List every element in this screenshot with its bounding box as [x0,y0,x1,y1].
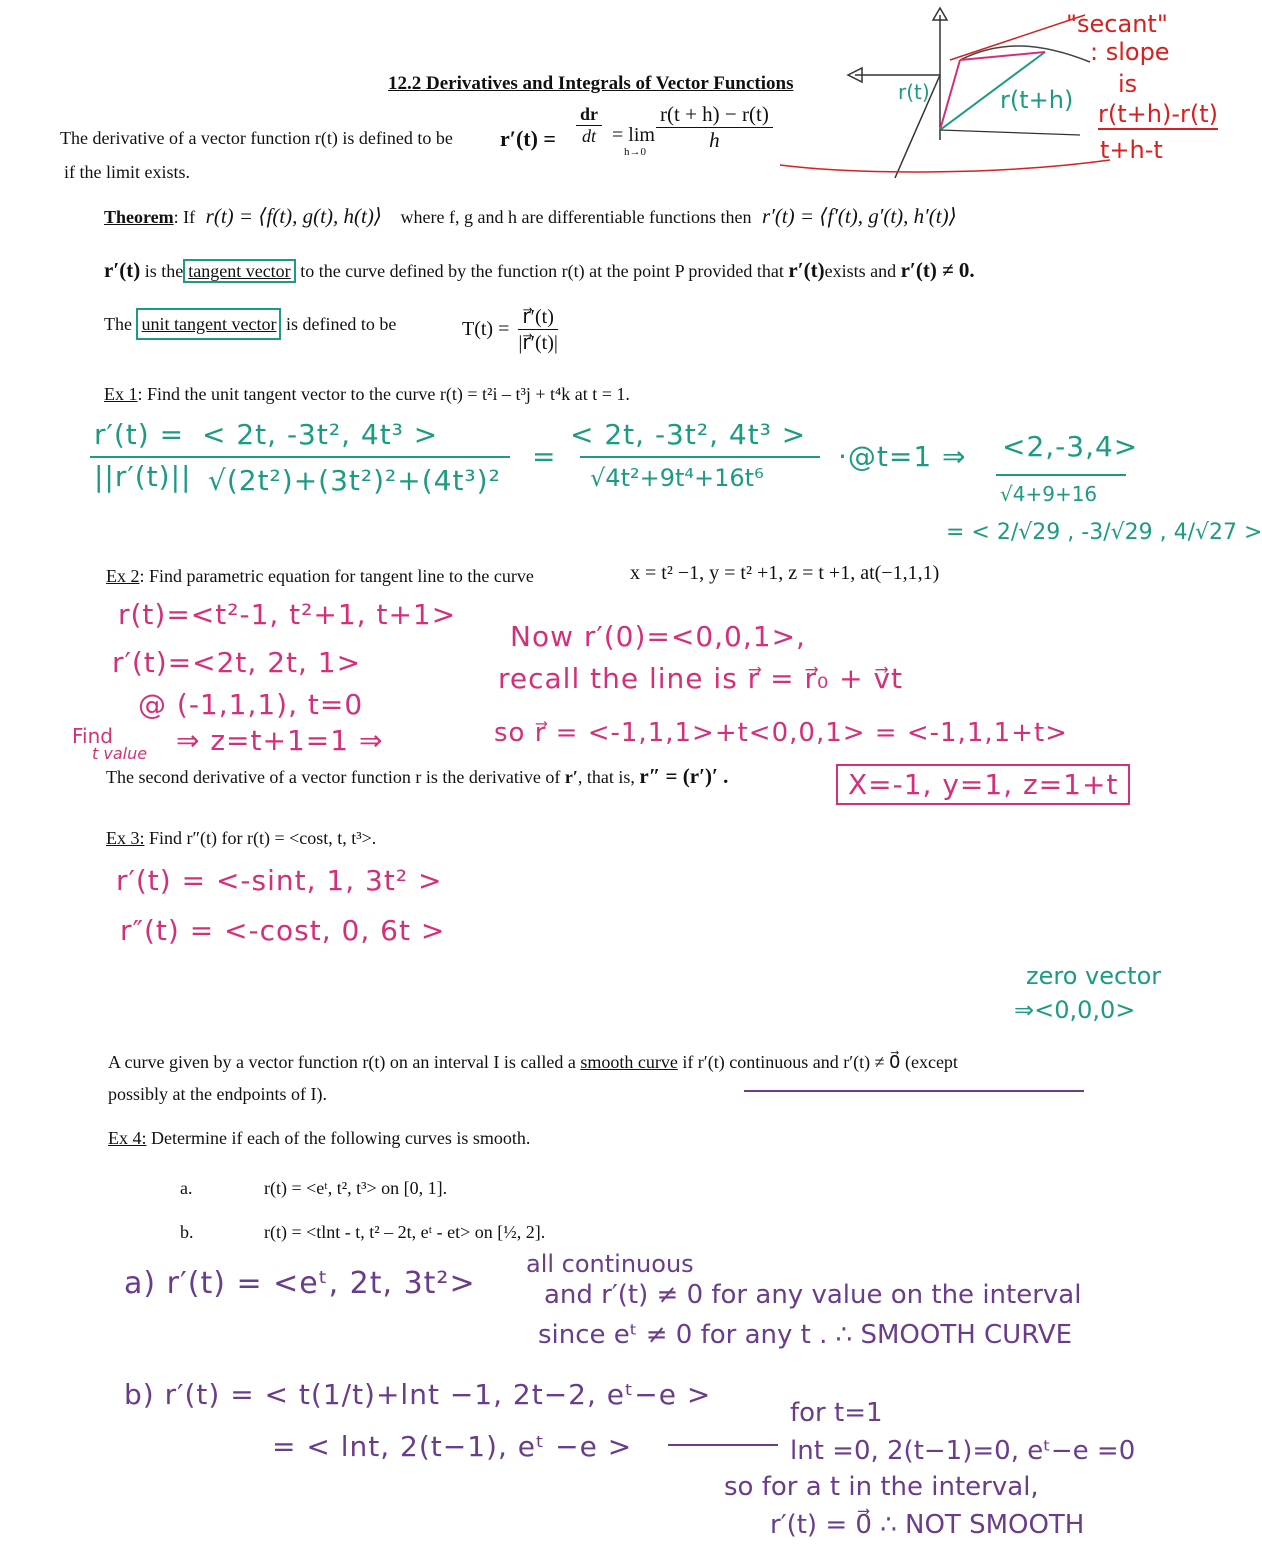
ex2-hw-r: r(t)=<t²-1, t²+1, t+1> [118,598,457,631]
smooth-curve-term: smooth curve [580,1052,678,1072]
ex1-label: Ex 1 [104,384,138,404]
ex3-hw-r-prime: r′(t) = <-sint, 1, 3t² > [116,864,443,897]
limit-numerator: r(t + h) − r(t) [656,102,773,128]
ex2-curve: x = t² −1, y = t² +1, z = t +1, at(−1,1,1) [630,562,940,584]
ex2-hw-recall: recall the line is r⃗ = r⃗₀ + v⃗t [498,662,904,695]
unit-tangent-definition [104,314,396,335]
ex4-text: Determine if each of the following curves is smooth. [151,1128,531,1148]
unit-tangent-lhs: T(t) = [462,318,510,340]
ex2-hw-answer: X=-1, y=1, z=1+t [836,764,1130,805]
diagram-secant-label: "secant" [1066,10,1168,38]
tangent-is-the: is the [144,261,184,281]
ex1-text: : Find the unit tangent vector to the curve r(t) = t²i – t³j + t⁴k at t = 1. [137,384,630,404]
theorem-label: Theorem [104,207,174,227]
zero-vector-value: ⇒<0,0,0> [1014,996,1136,1024]
ex1-hw-num2: < 2t, -3t², 4t³ > [570,418,807,451]
diagram-ratio-den: t+h-t [1100,136,1163,164]
ex2-hw-find: Find [72,724,113,748]
ex4-hw-a1: a) r′(t) = <eᵗ, 2t, 3t²> [124,1266,476,1301]
unit-tangent-den: |r⃗′(t)| [518,332,558,354]
ex2-prompt [106,566,534,587]
theorem [104,204,957,229]
ex3-label: Ex 3: [106,828,145,848]
ex4-hw-b5: so for a t in the interval, [724,1472,1039,1502]
red-guide-line [780,160,1110,172]
ex4-b-text: r(t) = <tlnt - t, t² – 2t, eᵗ - et> on [½, 2]. [264,1222,546,1242]
ex3-prompt [106,828,376,849]
second-derivative-formula: r″ = (r′)′ . [639,764,729,788]
second-derivative-mid: , that is, [577,767,635,787]
derivative-definition-suffix: if the limit exists. [64,162,190,182]
ex1-hw-den2: √4t²+9t⁴+16t⁶ [590,464,764,492]
diagram-r-t-label: r(t) [898,80,930,104]
ex4-hw-b4: lnt =0, 2(t−1)=0, eᵗ−e =0 [790,1436,1136,1466]
ex1-fraction-bar-2 [580,456,820,458]
tangent-rest: to the curve defined by the function r(t) at the point P provided that [300,261,784,281]
tangent-cond2: r′(t) ≠ 0. [900,258,975,282]
unit-tangent-num: r⃗′(t) [518,304,557,330]
ex4-hw-b3: for t=1 [790,1398,883,1428]
limit-denominator: h [709,128,720,152]
zero-vector-note: zero vector [1026,962,1162,990]
theorem-colon: : If [173,207,196,227]
ex4-prompt [108,1128,530,1149]
ex4-b-label: b. [180,1222,194,1242]
unit-tangent-the: The [104,314,132,334]
page-title: 12.2 Derivatives and Integrals of Vector Functions [388,73,794,94]
ex1-hw-at: ·@t=1 ⇒ [838,440,967,473]
derivative-definition-prefix: The derivative of a vector function r(t) is defined to be [60,128,453,148]
axis-right [940,130,1080,135]
ex2-text: : Find parametric equation for tangent line to the curve [139,566,534,586]
ex4-hw-b1: b) r′(t) = < t(1/t)+lnt −1, 2t−2, eᵗ−e > [124,1378,712,1411]
diagram-r-th-label: r(t+h) [1000,86,1074,114]
ex4-hw-a4: since eᵗ ≠ 0 for any t . ∴ SMOOTH CURVE [538,1320,1073,1350]
second-derivative-r-prime: r′ [564,767,578,787]
ex4-hw-a2: all continuous [526,1250,694,1278]
ex1-hw-eq: = [532,440,557,473]
tangent-exists: exists and [824,261,897,281]
ex1-hw-num3: <2,-3,4> [1002,430,1139,463]
ex1-hw-result: = < 2/√29 , -3/√29 , 4/√27 > [946,520,1262,545]
ex1-hw-lhs: r′(t) = [94,418,185,451]
derivative-definition-lim-sub: h→0 [624,146,646,158]
ex2-hw-so: so r⃗ = <-1,1,1>+t<0,0,1> = <-1,1,1+t> [494,718,1068,748]
ex4-a-text: r(t) = <eᵗ, t², t³> on [0, 1]. [264,1178,448,1198]
smooth-text3: possibly at the endpoints of I). [108,1084,327,1104]
derivative-definition-lim: = lim [612,124,655,146]
ex2-hw-point: @ (-1,1,1), t=0 [138,688,364,721]
dt-label: dt [581,126,596,146]
ex1-hw-num1: < 2t, -3t², 4t³ > [202,418,439,451]
ex1-hw-den3: √4+9+16 [1000,482,1098,506]
theorem-rhs: r′(t) = ⟨f′(t), g′(t), h′(t)⟩ [762,204,957,228]
ex4-hw-a3: and r′(t) ≠ 0 for any value on the interval [544,1280,1082,1310]
ex1-prompt [104,384,630,405]
unit-tangent-formula [462,304,562,355]
tangent-vector-term: tangent vector [183,259,295,283]
dr-label: dr [576,104,602,126]
ex1-fraction-bar-1 [90,456,510,458]
ex3-text: Find r″(t) for r(t) = <cost, t, t³>. [149,828,377,848]
smooth-definition [108,1052,958,1073]
ex2-label: Ex 2 [106,566,140,586]
smooth-text2: if r′(t) continuous and r′(t) ≠ 0⃗ (except [682,1052,958,1072]
ex2-hw-z: ⇒ z=t+1=1 ⇒ [176,724,384,757]
derivative-definition-lhs: r′(t) = [500,126,556,151]
theorem-lhs: r(t) = ⟨f(t), g(t), h(t)⟩ [205,204,383,228]
ex2-hw-r-prime: r′(t)=<2t, 2t, 1> [112,646,362,679]
ex2-hw-now: Now r′(0)=<0,0,1>, [510,620,806,653]
ex1-hw-den-lhs: ||r′(t)|| [94,460,192,493]
ex4-hw-b2: = < lnt, 2(t−1), eᵗ −e > [272,1430,633,1463]
ex4-a-label: a. [180,1178,193,1198]
ex4-arrow-line [668,1444,778,1446]
diagram-slope-label: : slope [1090,38,1170,66]
ex1-fraction-bar-3 [996,474,1126,476]
theorem-middle: where f, g and h are differentiable functions then [400,207,752,227]
unit-tangent-term: unit tangent vector [136,308,281,340]
ex2-hw-t-value: t value [92,744,148,763]
smooth-underline [744,1090,1084,1092]
ex1-hw-den1: √(2t²)+(3t²)²+(4t³)² [208,464,501,497]
ex4-hw-b6: r′(t) = 0⃗ ∴ NOT SMOOTH [770,1510,1085,1540]
tangent-lhs: r′(t) [104,258,141,282]
tangent-cond1: r′(t) [788,258,825,282]
diagram-is-label: is [1118,70,1138,98]
unit-tangent-rest: is defined to be [285,314,397,334]
ex4-label: Ex 4: [108,1128,147,1148]
second-derivative [106,764,728,789]
r-t-vector [940,60,960,130]
second-derivative-text: The second derivative of a vector function r is the derivative of [106,767,561,787]
derivative-definition-dr-dt [576,104,602,147]
smooth-text1: A curve given by a vector function r(t) on an interval I is called a [108,1052,576,1072]
derivative-definition-limit [656,102,773,153]
diagram-ratio-num: r(t+h)-r(t) [1098,100,1218,128]
tangent-definition [104,258,975,283]
ex3-hw-r-double-prime: r″(t) = <-cost, 0, 6t > [120,914,446,947]
